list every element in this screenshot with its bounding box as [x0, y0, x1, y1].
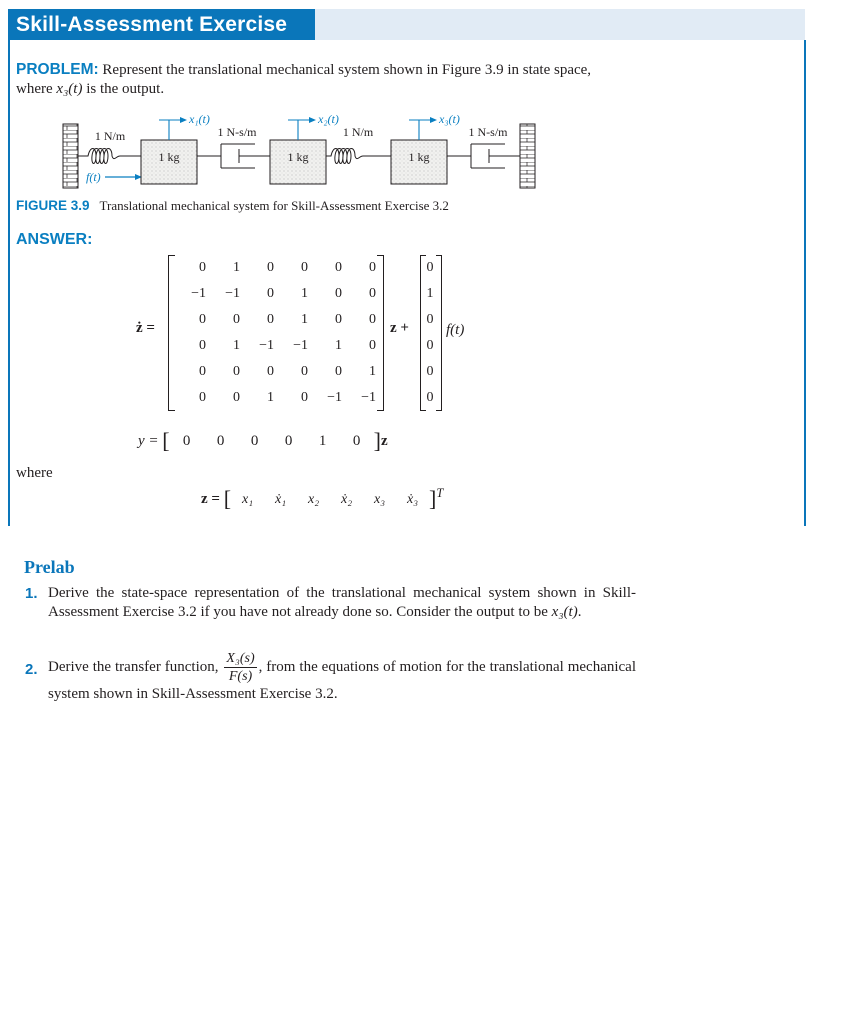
box-border-right — [804, 40, 806, 526]
matrix-a-cell: 0 — [369, 286, 376, 301]
matrix-c-cell: 0 — [250, 433, 259, 449]
right-bracket: ] — [373, 428, 381, 453]
transpose-mark: T — [436, 486, 444, 500]
matrix-a-cell: 1 — [369, 364, 376, 379]
problem-output-var: x₃(t) — [56, 81, 83, 97]
spring-2-label: 1 N/m — [342, 125, 374, 139]
matrix-a-cell: −1 — [225, 286, 240, 301]
matrix-a-cell: −1 — [259, 338, 274, 353]
state-vector — [231, 491, 429, 507]
figure-caption — [16, 198, 449, 214]
damper-1-icon — [197, 144, 270, 168]
matrix-a-cell: −1 — [293, 338, 308, 353]
matrix-c-cell: 0 — [216, 433, 225, 449]
spring-2-icon — [326, 149, 391, 164]
fraction-denominator: F(s) — [228, 669, 253, 684]
x1-displacement-arrow-icon — [159, 117, 187, 140]
matrix-a-cell: 0 — [199, 312, 206, 327]
item-text-b: , from the equations of motion for the translational mechanical system shown in Skill-Assessment Exercise 3.2. — [48, 658, 636, 702]
figure-number: FIGURE 3.9 — [16, 198, 90, 213]
matrix-a-cell: 0 — [199, 260, 206, 275]
force-arrow-icon — [105, 174, 142, 180]
matrix-c-cell: 0 — [284, 433, 293, 449]
spring-1-label: 1 N/m — [94, 129, 126, 143]
matrix-a-cell: 0 — [301, 390, 308, 405]
state-vector-entry: ẋ₃ — [407, 492, 419, 507]
exercise-title: Skill-Assessment Exercise 3.2 — [8, 9, 315, 40]
state-vector-entry: x₁ — [242, 492, 254, 507]
matrix-a-cell: 0 — [369, 312, 376, 327]
item-text-a: Derive the transfer function, — [48, 658, 223, 675]
y-suffix: z — [380, 433, 388, 449]
answer-label: ANSWER: — [16, 231, 93, 248]
matrix-b-cell: 0 — [426, 390, 434, 405]
state-vector-entry: x₃ — [374, 492, 386, 507]
matrix-a-cell: 0 — [301, 364, 308, 379]
matrix-c-cell: 1 — [318, 433, 327, 449]
item-number: 1. — [25, 585, 38, 602]
prelab-item-2 — [25, 650, 636, 704]
x2-displacement-arrow-icon — [288, 117, 316, 140]
matrix-a-cell: 0 — [233, 312, 240, 327]
matrix-b-cell: 0 — [426, 364, 434, 379]
matrix-a-cell: 0 — [335, 286, 342, 301]
damper-2-label: 1 N-s/m — [468, 125, 508, 139]
force-label: f(t) — [86, 170, 101, 184]
matrix-b — [420, 259, 440, 415]
matrix-b-cell: 0 — [426, 312, 434, 327]
matrix-a-cell: 0 — [335, 312, 342, 327]
state-vector-entry: x₂ — [308, 492, 320, 507]
matrix-a-cell: 0 — [267, 364, 274, 379]
matrix-a-cell: 1 — [233, 338, 240, 353]
matrix-a-cell: 0 — [301, 260, 308, 275]
matrix-a-cell: 0 — [369, 338, 376, 353]
matrix-a-cell: 0 — [335, 260, 342, 275]
matrix-a-cell: 0 — [369, 260, 376, 275]
x1-label: x₁(t) — [189, 112, 210, 126]
matrix-a-cell: 0 — [267, 312, 274, 327]
matrix-c-cell: 0 — [182, 433, 191, 449]
fraction-numerator: X₃(s) — [226, 651, 255, 666]
matrix-a-cell: 1 — [301, 286, 308, 301]
matrix-a-cell: 0 — [233, 390, 240, 405]
matrix-a-cell: −1 — [327, 390, 342, 405]
mass-2-label: 1 kg — [287, 150, 309, 164]
matrix-a-cell: 1 — [301, 312, 308, 327]
where-label: where — [16, 465, 53, 481]
left-bracket: [ — [162, 428, 170, 453]
right-bracket: ] — [429, 486, 437, 511]
item-var: x₃(t) — [551, 604, 578, 620]
matrix-c-cell: 0 — [352, 433, 361, 449]
matrix-a-cell: 1 — [267, 390, 274, 405]
mechanical-system-figure — [55, 106, 555, 196]
item-text: Derive the state-space representation of the translational mechanical system shown in Skill-Assessment Exercise 3.2 if you have not already done so. Consider the output to be — [48, 585, 636, 620]
prelab-item-1 — [25, 584, 636, 622]
damper-2-icon — [447, 144, 520, 168]
damper-1-label: 1 N-s/m — [217, 125, 257, 139]
x3-displacement-arrow-icon — [409, 117, 437, 140]
matrix-a-cell: 1 — [233, 260, 240, 275]
x2-label: x₂(t) — [318, 112, 339, 126]
matrix-b-cell: 0 — [426, 260, 434, 275]
mass-1-label: 1 kg — [158, 150, 180, 164]
input-label: f(t) — [446, 322, 465, 338]
zdot-label: ż = — [136, 320, 155, 336]
matrix-a-cell: 0 — [233, 364, 240, 379]
problem-text-b: is the output. — [82, 81, 165, 97]
matrix-a-cell: 0 — [335, 364, 342, 379]
matrix-b-cell: 1 — [426, 286, 434, 301]
item-number: 2. — [25, 661, 38, 678]
z-plus-label — [390, 320, 409, 337]
right-wall-icon — [520, 124, 535, 188]
z-plus-text: z + — [390, 320, 409, 336]
transfer-function-fraction — [224, 650, 256, 685]
matrix-a-cell: 0 — [267, 260, 274, 275]
y-label: y = — [138, 433, 159, 449]
matrix-a-cell: 0 — [267, 286, 274, 301]
matrix-a-cell: −1 — [191, 286, 206, 301]
state-vector-definition — [201, 486, 443, 512]
matrix-a-cell: 0 — [199, 390, 206, 405]
left-wall-icon — [63, 124, 78, 188]
prelab-title: Prelab — [24, 557, 75, 577]
item-end: . — [577, 604, 582, 620]
spring-1-icon — [78, 149, 141, 164]
problem-label: PROBLEM: — [16, 61, 99, 78]
z-label: z = — [201, 491, 220, 507]
matrix-a-cell: 0 — [199, 338, 206, 353]
matrix-a — [172, 259, 376, 415]
problem-text-a: Represent the translational mechanical system shown in Figure 3.9 in state space, where — [16, 62, 592, 97]
matrix-b-cell: 0 — [426, 338, 434, 353]
left-bracket: [ — [223, 486, 232, 511]
state-vector-entry: ẋ₁ — [275, 492, 287, 507]
matrix-a-cell: 0 — [199, 364, 206, 379]
box-border-left — [8, 40, 10, 526]
mass-3-label: 1 kg — [408, 150, 430, 164]
state-vector-entry: ẋ₂ — [341, 492, 353, 507]
x3-label: x₃(t) — [439, 112, 460, 126]
output-equation — [138, 428, 388, 454]
matrix-c — [170, 433, 374, 449]
matrix-a-cell: 1 — [335, 338, 342, 353]
matrix-a-cell: −1 — [361, 390, 376, 405]
problem-statement — [16, 60, 616, 99]
figure-caption-text: Translational mechanical system for Skill-Assessment Exercise 3.2 — [99, 198, 449, 213]
